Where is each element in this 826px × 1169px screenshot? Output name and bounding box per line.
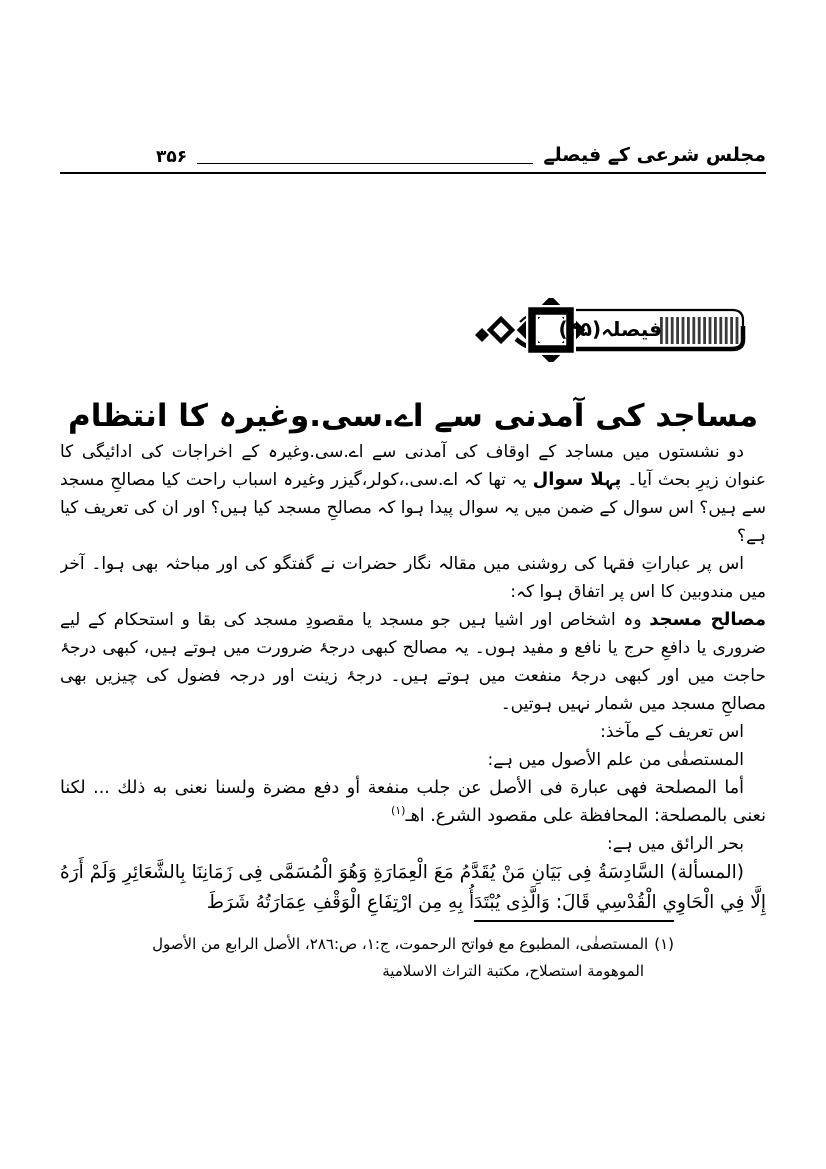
paragraph-bahr-heading: بحر الرائق میں ہے:: [606, 834, 744, 854]
header-leader-line: [197, 162, 533, 164]
stripes-decoration-icon: [660, 317, 738, 344]
decision-banner: [470, 298, 750, 362]
paragraph-intro-text: دو نشستوں میں مساجد کے اوقاف کی آمدنی سے اے.سی.وغیرہ کے اخراجات کی ادائیگی کا عنوان زیرِ بحث آیا۔: [60, 442, 766, 490]
paragraph-sources-heading: اس تعریف کے مآخذ:: [600, 722, 744, 742]
arabic-quote-mustasfa-text: أما المصلحة فهى عبارة فى الأصل عن جلب منفعة أو دفع مضرة ولسنا نعنى به ذلك ... لكنا نعنى بالمصلحة: المحافظة على مقصود الشرع. اهـ: [60, 778, 766, 826]
decision-number-label: فیصلہ(۴۵): [558, 317, 662, 341]
running-title: مجلس شرعی کے فیصلے: [543, 144, 766, 166]
masalih-masjid-lead: مصالح مسجد: [649, 609, 766, 630]
footnote-marker: (۱): [654, 935, 674, 953]
header-rule: [60, 172, 766, 174]
paragraph-intro-rest: یہ تھا کہ اے.سی.،کولر،گیزر وغیرہ اسباب راحت کیا مصالحِ مسجد سے ہیں؟ اس سوال کے ضمن میں یہ سوال پیدا ہوا کہ مصالحِ مسجد کیا ہیں؟ اور ان کی تعریف کیا ہے؟: [60, 470, 766, 546]
footnote-separator: [474, 920, 674, 922]
footnote-block: [118, 920, 674, 985]
paragraph-mustasfa-heading: المستصفٰی من علم الأصول میں ہے:: [487, 750, 744, 770]
arabic-quote-bahr: (المسألة) السَّادِسَةُ فِى بَيَانِ مَنْ يُقَدَّمُ مَعَ الْعِمَارَةِ وَهُوَ الْمُسَمَّى فِى زَمَانِنَا بِالشَّعَائِرِ وَلَمْ أَرَهُ إِلَّا فِي الْحَاوِي الْقُدْسِي قَالَ: وَالَّذِى يُبْتَدَأُ بِهِ مِن ارْتِفَاعِ الْوَقْفِ عِمَارَتُهُ شَرَطَ: [60, 862, 766, 913]
paragraph-definition: [60, 606, 766, 718]
paragraph-intro: [60, 438, 766, 550]
diamond-outline-icon: [490, 319, 512, 341]
chapter-heading: مساجد کی آمدنی سے اے.سی.وغیرہ کا انتظام: [67, 397, 759, 434]
paragraph-discussion: اس پر عباراتِ فقہا کی روشنی میں مقالہ نگار حضرات نے گفتگو کی اور مباحثہ بھی ہوا۔ آخر میں مندوبین کا اس پر اتفاق ہوا کہ:: [60, 554, 766, 602]
paragraph-definition-rest: وہ اشخاص اور اشیا ہیں جو مسجد یا مقصودِ مسجد کی بقا و استحکام کے لیے ضروری یا دافعِ حرج یا نافع و مفید ہوں۔ یہ مصالح کبھی درجۂ ضرورت میں ہوتے ہیں، کبھی درجۂ حاجت میں اور کبھی درجۂ منفعت میں ہوتے ہیں۔ درجۂ زینت اور درجہ فضول کی چیزیں بھی مصالحِ مسجد میں شمار نہیں ہوتیں۔: [60, 610, 766, 714]
footnote-text-line: [118, 931, 674, 985]
footnote-text: المستصفٰى، المطبوع مع فواتح الرحموت، ج:١، ص:٢٨٦، الأصل الرابع من الأصول الموهومة استصلاح، مكتبة التراث الاسلامية: [152, 935, 649, 980]
diamond-filled-icon: [475, 328, 489, 342]
first-question-lead: پہلا سوال: [532, 469, 622, 490]
arabic-quote-mustasfa: [60, 774, 766, 830]
page-header: [60, 146, 766, 174]
footnote-reference: (۱): [390, 804, 406, 818]
page-number: ۳۵۶: [156, 147, 188, 167]
body-text: [60, 438, 766, 916]
